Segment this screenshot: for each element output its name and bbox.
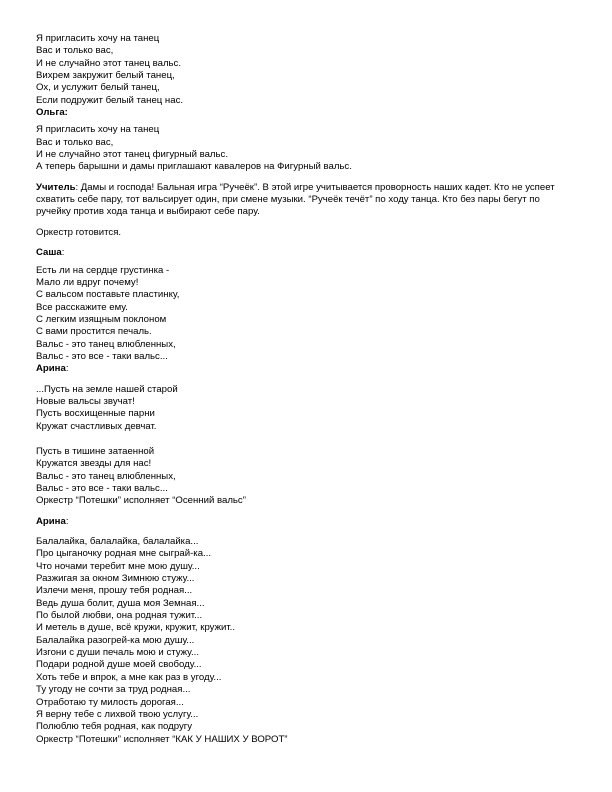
speaker-arina: Арина (36, 515, 66, 527)
verse-line: А теперь барышни и дамы приглашают кавалеров на Фигурный вальс. (36, 161, 352, 173)
verse-line: Кружат счастливых девчат. (36, 420, 157, 432)
verse-line: Вальс - это все - таки вальс... (36, 483, 168, 494)
verse-line: Я пригласить хочу на танец (36, 124, 160, 136)
verse-line: Пусть в тишине затаенной (36, 445, 155, 457)
verse-line: Балалайка, балалайка, балалайка... (36, 536, 199, 548)
verse-line: И не случайно этот танец вальс. (36, 57, 181, 69)
verse-line: Полюблю тебя родная, как подругу (36, 721, 193, 733)
verse-arina-1 (36, 384, 576, 433)
orchestra-line: Оркестр “Потешки” исполняет “КАК У НАШИХ У ВОРОТ” (36, 733, 288, 745)
verse-line: Ох, и услужит белый танец, (36, 82, 160, 94)
verse-line: Излечи меня, прошу тебя родная... (36, 585, 193, 597)
verse-line: По былой любви, она родная тужит... (36, 610, 203, 622)
document-page (36, 33, 576, 746)
verse-line: Новые вальсы звучат! (36, 395, 135, 407)
verse-line: Ту угоду не сочти за труд родная... (36, 684, 191, 696)
verse-line: Я пригласить хочу на танец (36, 33, 160, 44)
verse-line: Мало ли вдруг почему! (36, 276, 139, 288)
verse-line: Если подружит белый танец нас. (36, 94, 184, 106)
orchestra-ready-text: Оркестр готовится. (36, 226, 122, 238)
verse-line: Подари родной душе моей свободу... (36, 659, 202, 671)
verse-line: Хоть тебе и впрок, а мне как раз в угоду... (36, 671, 222, 683)
speaker-arina-line (36, 516, 576, 528)
verse-line: С вальсом поставьте пластинку, (36, 289, 180, 301)
speaker-arina-line (36, 363, 576, 375)
verse-line: Кружатся звезды для нас! (36, 458, 152, 470)
verse-line: Разжигая за окном Зимнюю стужу... (36, 573, 195, 585)
verse-line: Изгони с души печаль мою и стужу... (36, 647, 200, 659)
speaker-sasha-line (36, 247, 576, 259)
verse-line: Я верну тебе с лихвой твою услугу... (36, 708, 199, 720)
speaker-olga: Ольга: (36, 107, 68, 119)
orchestra-line: Оркестр “Потешки” исполняет “Осенний вальс” (36, 495, 246, 507)
teacher-text: : Дамы и господа! Бальная игра “Ручеёк”. В этой игре учитывается проворность наших кадет. Кто не успеет схватить себе пару, тот вальсирует один, при смене музыки. “Ручеёк течёт” по ходу танца. Кто без пары бегут по ручейку против хода танца и выбирают себе пару. (36, 181, 555, 218)
verse-line: Есть ли на сердце грустинка - (36, 264, 170, 276)
verse-sasha (36, 265, 576, 364)
speaker-arina: Арина (36, 363, 66, 375)
verse-line: Что ночами теребит мне мою душу... (36, 560, 200, 572)
speaker-sasha: Саша (36, 247, 62, 259)
verse-line: С вами простится печаль. (36, 326, 152, 338)
verse-balalaika (36, 536, 576, 746)
verse-line: Вальс - это танец влюбленных, (36, 470, 176, 482)
verse-line: И не случайно этот танец фигурный вальс. (36, 149, 228, 161)
verse-line: Вас и только вас, (36, 136, 114, 148)
verse-invitation (36, 33, 576, 107)
verse-line: И метель в душе, всё кружи, кружит, кружит.. (36, 622, 236, 634)
verse-line: Ведь душа болит, душа моя Земная... (36, 597, 205, 609)
verse-line: Все расскажите ему. (36, 301, 128, 313)
verse-line: Про цыганочку родная мне сыграй-ка... (36, 548, 212, 560)
verse-line: Вас и только вас, (36, 45, 114, 57)
verse-line: С легким изящным поклоном (36, 313, 167, 325)
speaker-colon: : (61, 247, 65, 259)
verse-line: Вальс - это все - таки вальс... (36, 350, 168, 362)
verse-line: Балалайка разогрей-ка мою душу... (36, 634, 195, 646)
speaker-colon: : (65, 363, 69, 375)
verse-olga (36, 124, 576, 173)
teacher-paragraph (36, 182, 576, 219)
verse-line: Пусть восхищенные парни (36, 408, 155, 420)
verse-line: ...Пусть на земле нашей старой (36, 383, 178, 395)
verse-line: Вальс - это танец влюбленных, (36, 338, 176, 350)
verse-arina-2 (36, 446, 576, 508)
verse-line: Отработаю ту милость дорогая... (36, 696, 184, 708)
speaker-colon: : (65, 515, 69, 527)
speaker-teacher: Учитель (36, 181, 76, 193)
verse-line: Вихрем закружит белый танец, (36, 70, 175, 82)
